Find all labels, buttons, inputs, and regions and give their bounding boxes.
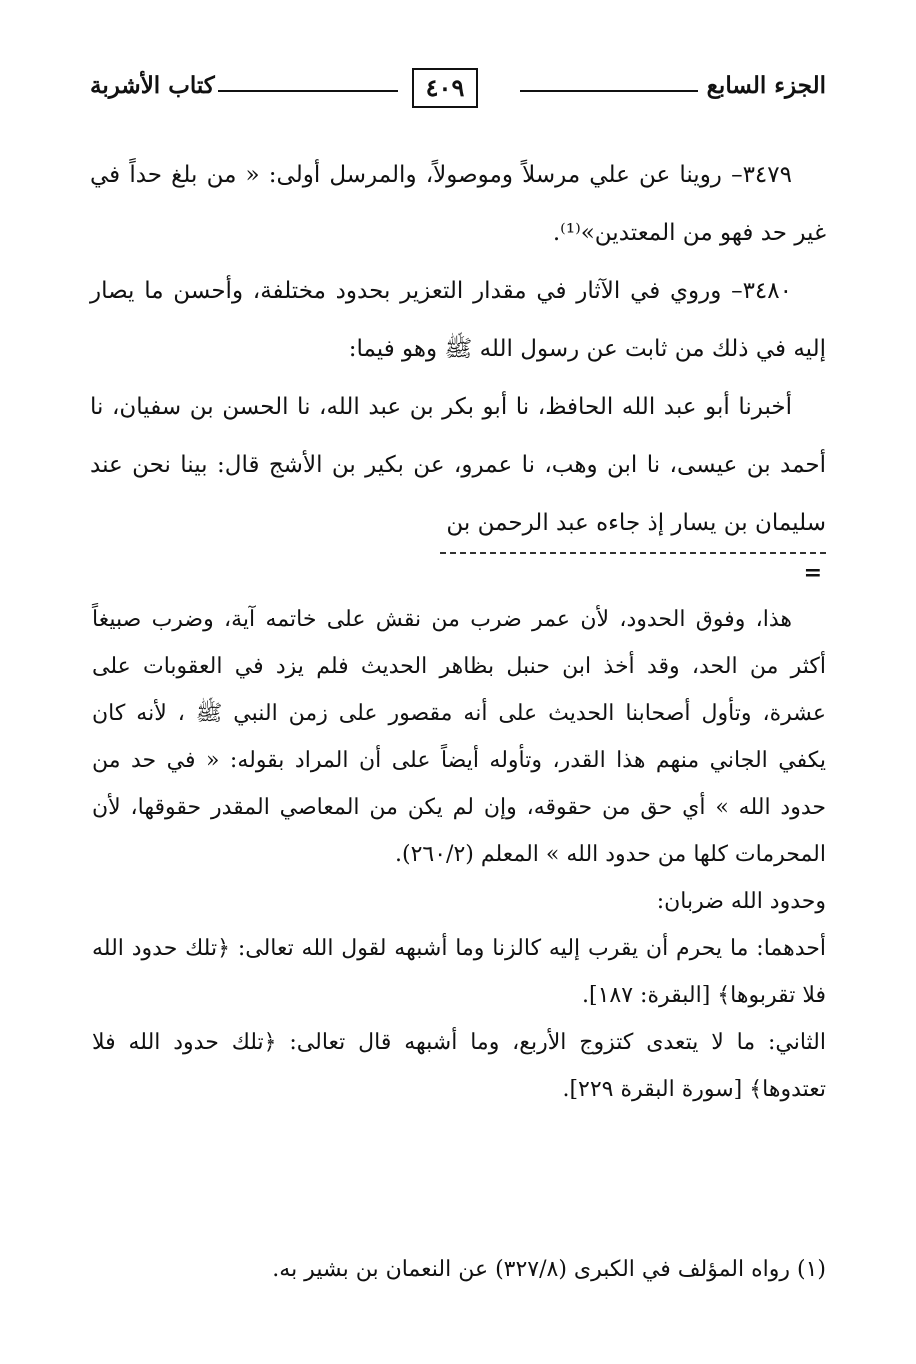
page-number: ٤٠٩ bbox=[412, 68, 478, 108]
footnote-text: (١) رواه المؤلف في الكبرى (٣٢٧/٨) عن النعمان بن بشير به. bbox=[272, 1257, 826, 1282]
note-paragraph: الثاني: ما لا يتعدى كتزوج الأربع، وما أشبهه قال تعالى: ﴿تلك حدود الله فلا تعتدوها﴾ [سورة البقرة ٢٢٩]. bbox=[92, 1030, 826, 1102]
paragraph-isnad: أخبرنا أبو عبد الله الحافظ، نا أبو بكر بن عبد الله، نا الحسن بن سفيان، نا أحمد بن عيسى، نا ابن وهب، نا عمرو، عن بكير بن الأشج قال: بينا نحن عند سليمان بن يسار إذ جاءه عبد الرحمن بن bbox=[90, 394, 826, 536]
volume-title: الجزء السابع bbox=[706, 72, 826, 99]
notes-continuation bbox=[92, 596, 826, 1113]
main-text bbox=[90, 146, 826, 552]
note-paragraph: هذا، وفوق الحدود، لأن عمر ضرب من نقش على خاتمه آية، وضرب صبيغاً أكثر من الحد، وقد أخذ ابن حنبل بظاهر الحديث فلم يزد في العقوبات على عشرة، وتأول أصحابنا الحديث على أنه مقصور على زمن النبي ﷺ ، لأنه كان يكفي الجاني منهم هذا القدر، وتأوله أيضاً على أن المراد بقوله: « في حد من حدود الله » أي حق من حقوقه، وإن لم يكن من المعاصي المقدر حقوقها، لأن المحرمات كلها من حدود الله » المعلم (٢٦٠/٢). bbox=[92, 607, 826, 867]
book-title: كتاب الأشربة bbox=[90, 72, 215, 99]
note-paragraph: وحدود الله ضربان: bbox=[656, 889, 826, 914]
page-header bbox=[90, 68, 826, 112]
paragraph-3479: ٣٤٧٩– روينا عن علي مرسلاً وموصولاً، والمرسل أولى: « من بلغ حداً في غير حد فهو من المعتدين»⁽¹⁾. bbox=[90, 162, 826, 246]
continuation-mark: = bbox=[803, 560, 822, 586]
header-rule-right bbox=[520, 90, 698, 92]
footnote-separator bbox=[90, 552, 826, 586]
note-paragraph: أحدهما: ما يحرم أن يقرب إليه كالزنا وما أشبهه لقول الله تعالى: ﴿تلك حدود الله فلا تقربوها﴾ [البقرة: ١٨٧]. bbox=[92, 936, 826, 1008]
paragraph-3480: ٣٤٨٠– وروي في الآثار في مقدار التعزير بحدود مختلفة، وأحسن ما يصار إليه في ذلك من ثابت عن رسول الله ﷺ وهو فيما: bbox=[90, 278, 826, 362]
footnote-1 bbox=[92, 1250, 826, 1290]
separator-line bbox=[440, 552, 826, 554]
header-rule-left bbox=[218, 90, 398, 92]
